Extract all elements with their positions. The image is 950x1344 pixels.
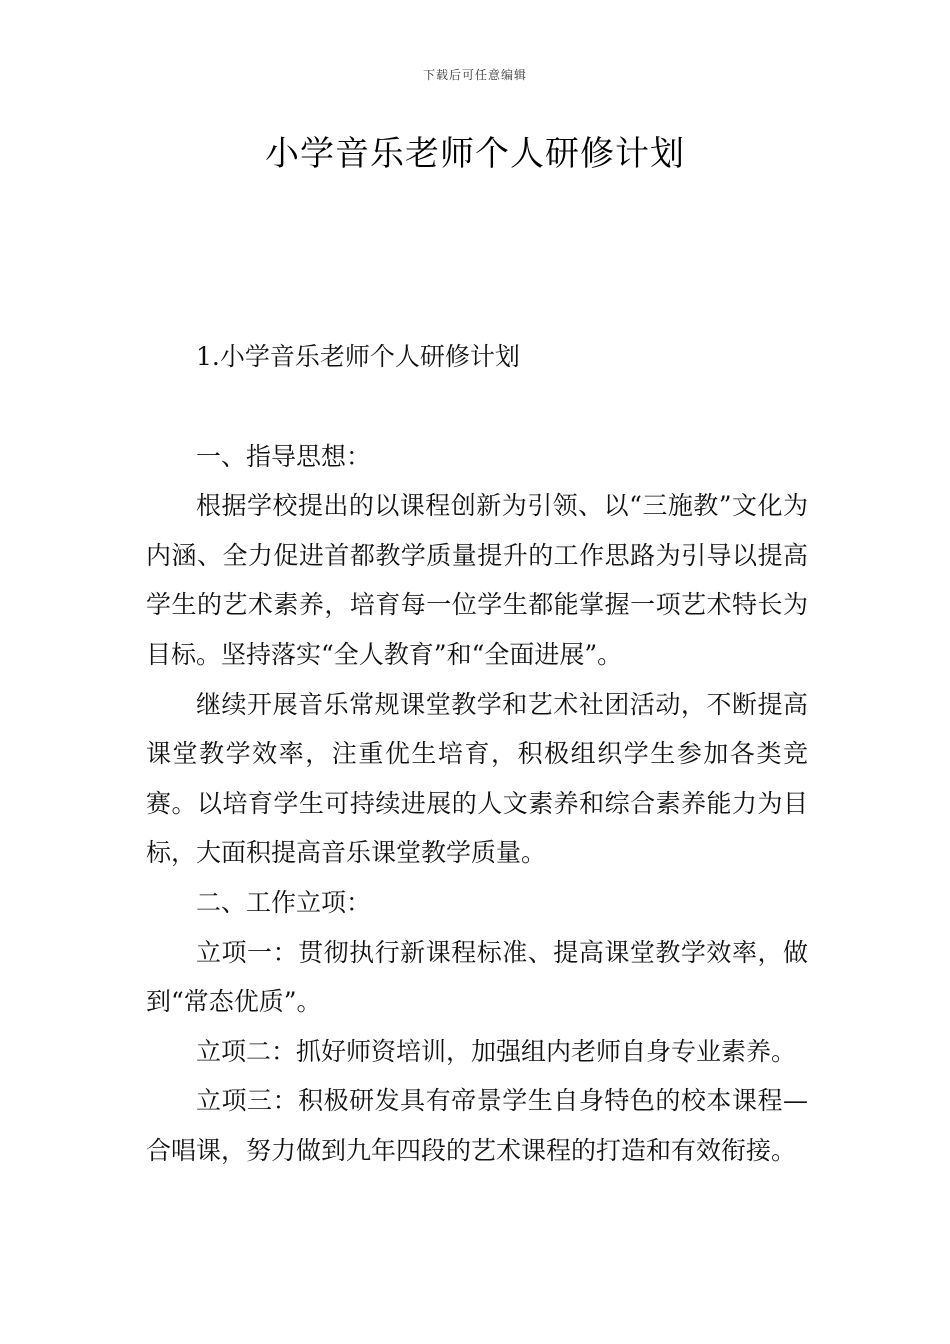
work-item-3: 立项三：积极研发具有帝景学生自身特色的校本课程—合唱课，努力做到九年四段的艺术课程的打造和有效衔接。: [146, 1086, 808, 1165]
work-item-1: 立项一：贯彻执行新课程标准、提高课堂教学效率，做到“常态优质”。: [146, 937, 808, 1017]
header-note: 下载后可任意编辑: [422, 68, 527, 82]
section-heading-work-items: 二、工作立项：: [196, 887, 372, 917]
spacer: [146, 382, 808, 432]
section-heading-guiding-thought: 一、指导思想：: [196, 441, 372, 471]
paragraph-guiding-thought: 根据学校提出的以课程创新为引领、以“三施教”文化为内涵、全力促进首都教学质量提升的工作思路为引导以提高学生的艺术素养，培育每一位学生都能掌握一项艺术特长为目标。坚持落实“全人教育”和“全面进展”。: [146, 491, 808, 669]
paragraph-continue-work: 继续开展音乐常规课堂教学和艺术社团活动，不断提高课堂教学效率，注重优生培育，积极组织学生参加各类竞赛。以培育学生可持续进展的人文素养和综合素养能力为目标，大面积提高音乐课堂教学质量。: [146, 689, 808, 868]
document-body: [146, 332, 808, 1176]
document-subtitle: 1.小学音乐老师个人研修计划: [196, 342, 520, 371]
document-title: 小学音乐老师个人研修计划: [265, 134, 685, 174]
work-item-2: 立项二：抓好师资培训，加强组内老师自身专业素养。: [196, 1036, 797, 1066]
